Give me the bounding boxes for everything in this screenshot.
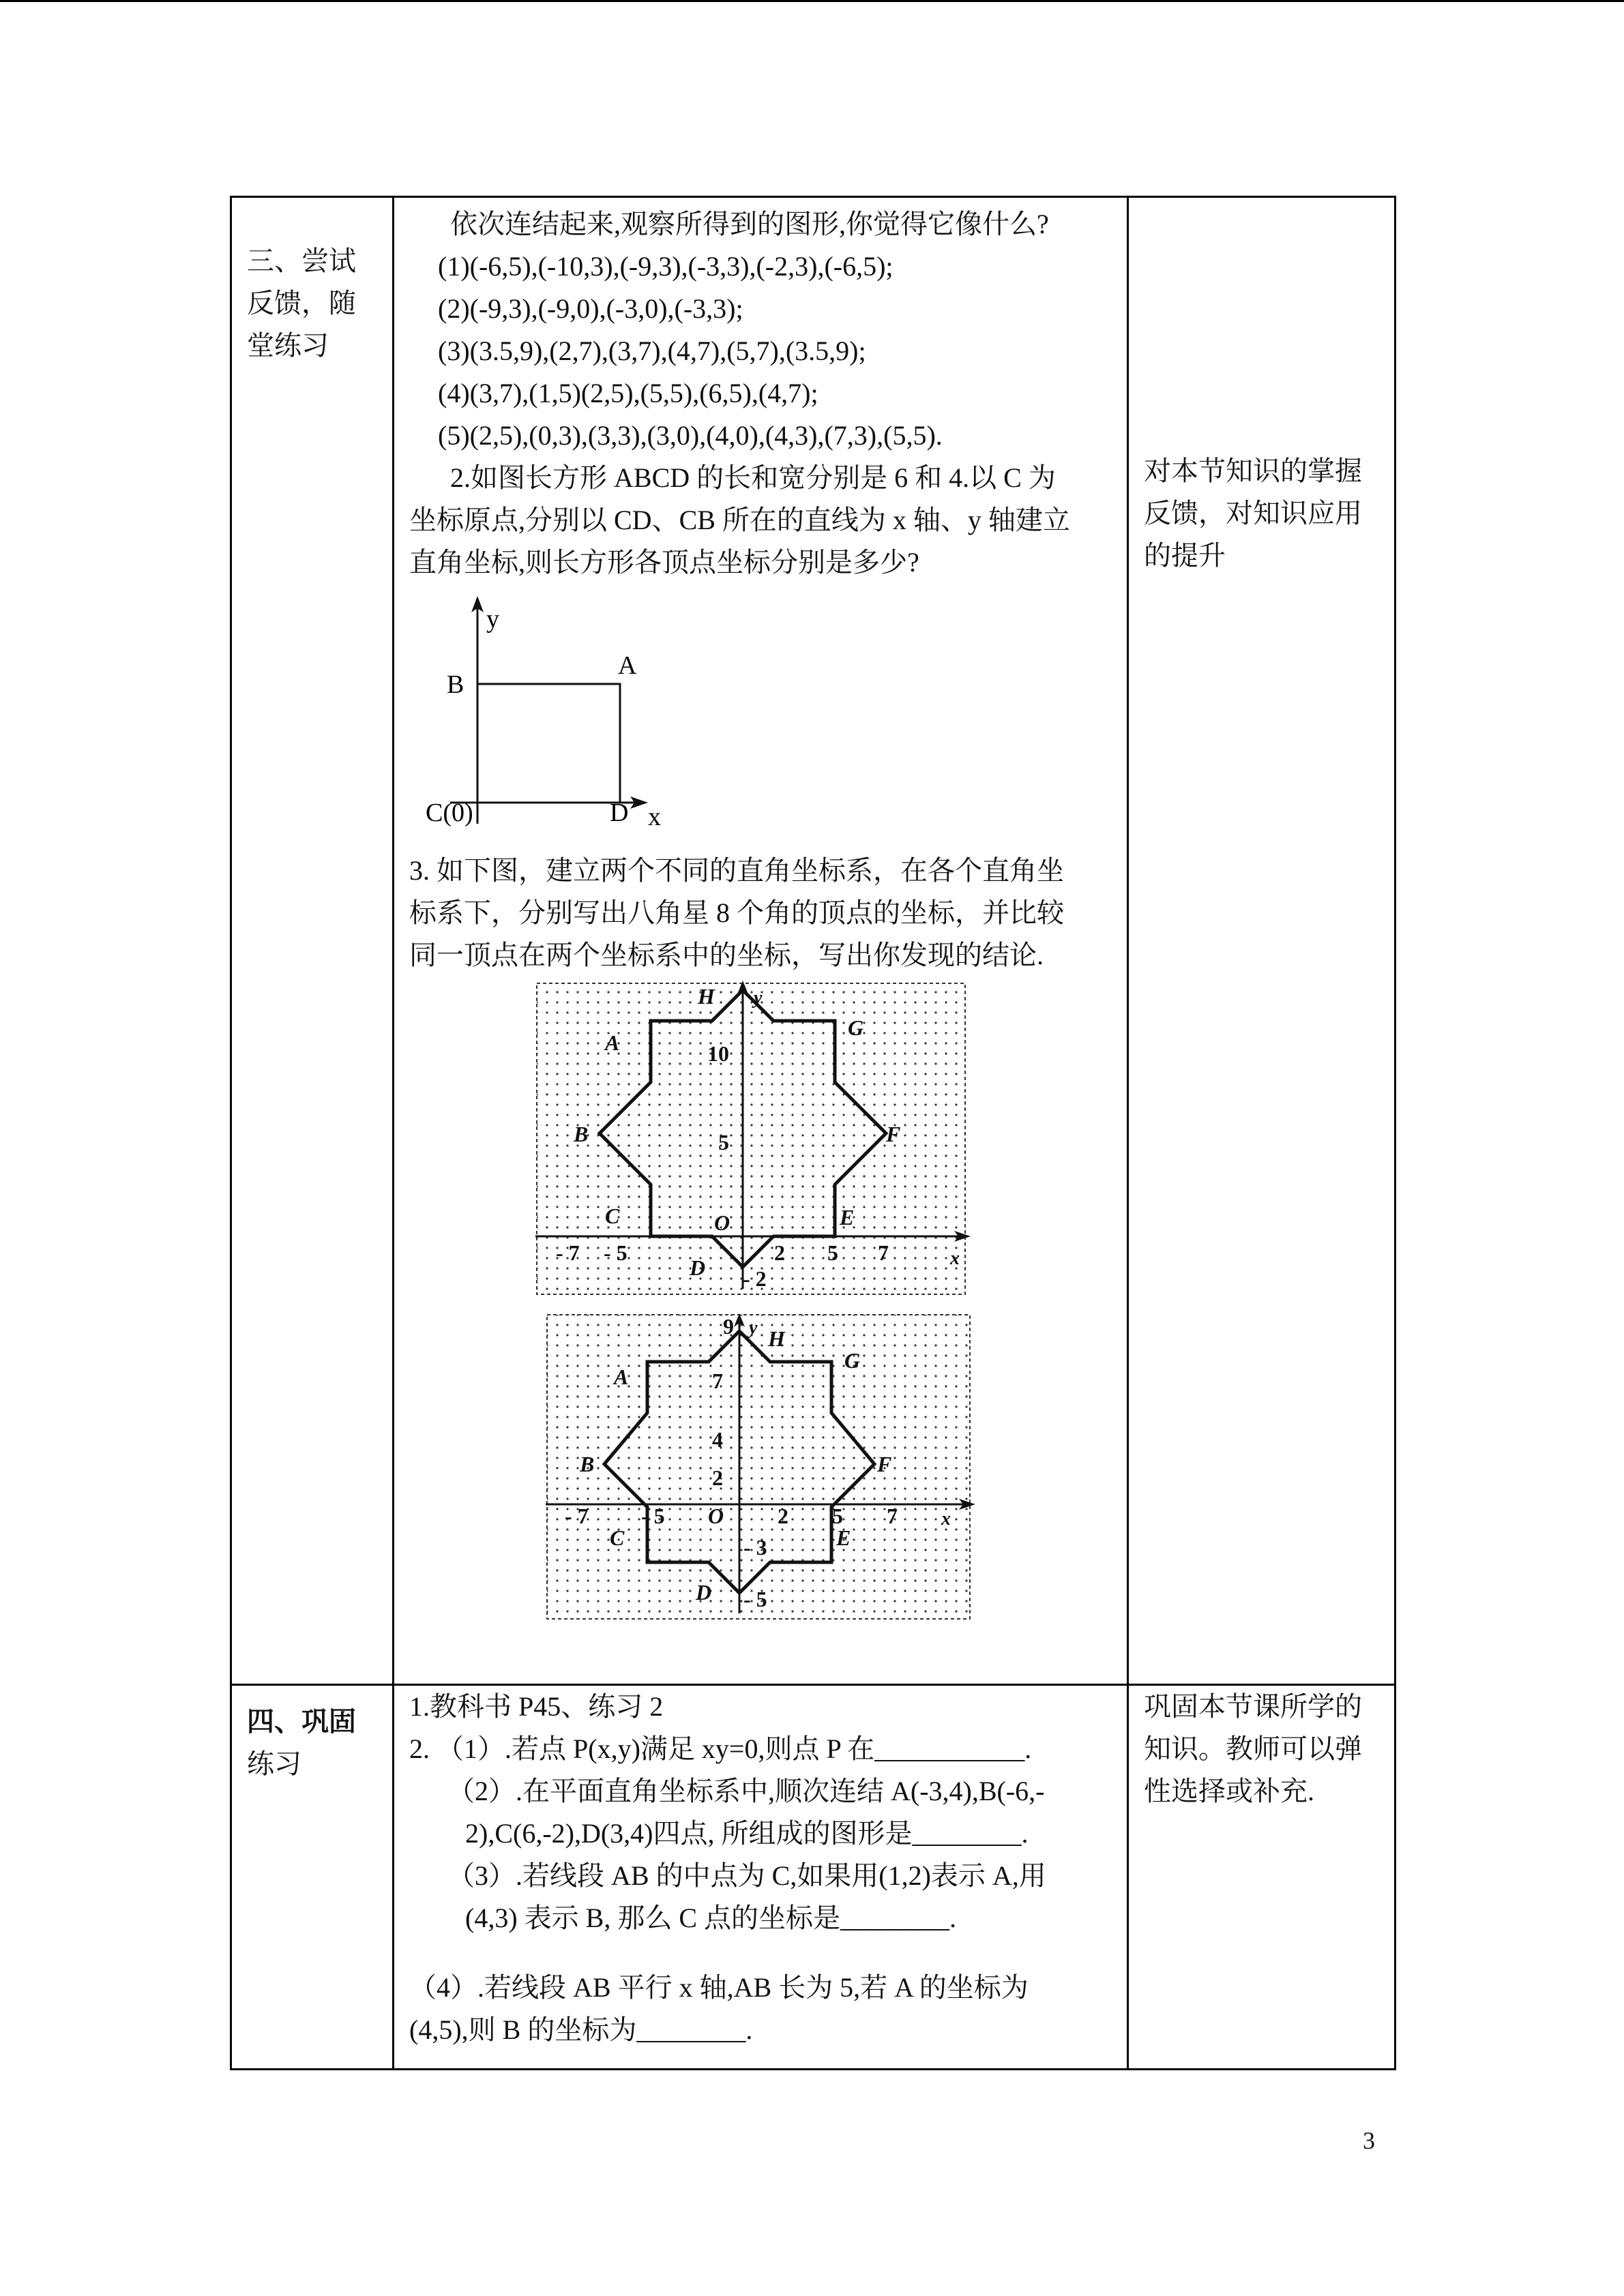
section4-title-line: 四、巩固 — [247, 1706, 356, 1737]
grid2-axis-y: y — [749, 1317, 758, 1339]
grid2-vertex-d: D — [696, 1580, 712, 1605]
grid1-vertex-f: F — [886, 1122, 901, 1146]
grid2-neg-label: - 3 — [743, 1535, 767, 1560]
grid2-vertex-h: H — [768, 1326, 785, 1351]
q3-text: 同一顶点在两个坐标系中的坐标，写出你发现的结论. — [409, 940, 1044, 970]
ex-item1: 1.教科书 P45、练习 2 — [409, 1691, 664, 1722]
grid1-origin-o: O — [714, 1210, 730, 1235]
ex-q2-1: 2. （1）.若点 P(x,y)满足 xy=0,则点 P 在___________. — [409, 1733, 1032, 1764]
grid1-vertex-d: D — [690, 1255, 706, 1280]
grid1-vertex-e: E — [840, 1205, 855, 1229]
grid2-xtick: - 5 — [641, 1504, 665, 1528]
grid2-vertex-c: C — [610, 1525, 625, 1550]
grid2-xtick: 7 — [887, 1504, 898, 1528]
section3-note — [1128, 197, 1396, 1685]
q1-group: (1)(-6,5),(-10,3),(-9,3),(-3,3),(-2,3),(-6,5); — [438, 251, 894, 282]
star-grid-1 — [535, 981, 972, 1301]
note-line: 对本节知识的掌握 — [1144, 456, 1362, 486]
note-line: 反馈，对知识应用 — [1144, 498, 1362, 528]
section4-row — [231, 1685, 1396, 2070]
grid1-xtick: 2 — [774, 1240, 785, 1265]
section4-content — [394, 1685, 1128, 2070]
grid1-xtick: - 7 — [556, 1240, 580, 1265]
section3-title-line: 反馈，随 — [247, 288, 356, 318]
grid1-ytick: 5 — [718, 1130, 729, 1154]
q2-text: 2.如图长方形 ABCD 的长和宽分别是 6 和 4.以 C 为 — [450, 462, 1056, 493]
ex-q2-2: 2),C(6,-2),D(3,4)四点, 所组成的图形是________. — [465, 1818, 1029, 1849]
ex-q2-3: （3）.若线段 AB 的中点为 C,如果用(1,2)表示 A,用 — [447, 1860, 1046, 1891]
section3-row — [231, 197, 1396, 1685]
note-line: 性选择或补充. — [1144, 1776, 1314, 1806]
ex-q2-4: （4）.若线段 AB 平行 x 轴,AB 长为 5,若 A 的坐标为 — [409, 1972, 1029, 2003]
grid1-ytick: 10 — [707, 1041, 729, 1066]
grid2-vertex-e: E — [836, 1525, 851, 1550]
grid2-xtick: - 7 — [565, 1504, 589, 1528]
q2-text: 直角坐标,则长方形各顶点坐标分别是多少? — [409, 547, 919, 578]
section4-note — [1128, 1685, 1396, 2070]
section3-title-line: 堂练习 — [247, 330, 329, 361]
grid2-neg-label: - 5 — [743, 1587, 767, 1611]
grid2-origin-o: O — [708, 1504, 724, 1528]
q1-group: (3)(3.5,9),(2,7),(3,7),(4,7),(5,7),(3.5,9); — [438, 336, 866, 366]
grid2-vertex-f: F — [877, 1452, 892, 1476]
q1-group: (4)(3,7),(1,5)(2,5),(5,5),(6,5),(4,7); — [438, 378, 818, 408]
note-line: 知识。教师可以弹 — [1144, 1733, 1362, 1764]
grid2-ytick: 4 — [712, 1427, 723, 1452]
grid1-axis-y: y — [754, 987, 763, 1009]
q1-intro: 依次连结起来,观察所得到的图形,你觉得它像什么? — [450, 209, 1049, 239]
rect-label-x: x — [648, 803, 661, 831]
grid2-ytick: 2 — [712, 1465, 723, 1490]
grid1-vertex-c: C — [605, 1204, 620, 1228]
grid1-xtick: 7 — [878, 1240, 889, 1265]
grid2-ytick: 7 — [712, 1369, 723, 1393]
q2-text: 坐标原点,分别以 CD、CB 所在的直线为 x 轴、y 轴建立 — [409, 505, 1070, 535]
q1-group: (5)(2,5),(0,3),(3,3),(3,0),(4,0),(4,3),(7,3),(5,5). — [438, 420, 943, 451]
rect-label-y: y — [486, 605, 499, 633]
grid2-axis-x: x — [941, 1508, 951, 1530]
rectangle-figure — [416, 592, 757, 837]
lesson-table — [230, 196, 1396, 2070]
star-grid-2 — [546, 1313, 982, 1627]
grid1-vertex-g: G — [848, 1015, 864, 1040]
grid1-xtick: 5 — [827, 1240, 838, 1265]
section3-content — [394, 197, 1128, 1685]
section3-title — [231, 197, 394, 1685]
ex-q2-2: （2）.在平面直角坐标系中,顺次连结 A(-3,4),B(-6,- — [447, 1776, 1045, 1806]
ex-q2-4: (4,5),则 B 的坐标为________. — [409, 2014, 753, 2045]
ex-q2-3: (4,3) 表示 B, 那么 C 点的坐标是________. — [465, 1903, 956, 1933]
grid2-vertex-b: B — [580, 1452, 595, 1476]
note-line: 的提升 — [1144, 540, 1226, 571]
q3-text: 3. 如下图，建立两个不同的直角坐标系，在各个直角坐 — [409, 855, 1064, 886]
section3-title-line: 三、尝试 — [247, 245, 356, 276]
grid1-neg-label: - 2 — [743, 1266, 767, 1291]
grid2-xtick: 5 — [832, 1504, 843, 1528]
section4-title — [231, 1685, 394, 2070]
rect-label-d: D — [610, 799, 629, 827]
grid2-ytick: 9 — [723, 1314, 734, 1339]
rect-label-a: A — [618, 651, 637, 680]
grid2-vertex-a: A — [614, 1365, 629, 1389]
rect-label-c: C(0) — [426, 799, 473, 827]
grid1-vertex-b: B — [574, 1122, 589, 1146]
rect-label-b: B — [447, 670, 464, 699]
note-line: 巩固本节课所学的 — [1144, 1691, 1362, 1722]
page-number: 3 — [1363, 2127, 1375, 2154]
grid1-xtick: - 5 — [604, 1240, 628, 1265]
grid1-vertex-h: H — [698, 984, 715, 1009]
q1-group: (2)(-9,3),(-9,0),(-3,0),(-3,3); — [438, 293, 743, 324]
top-border-line — [0, 0, 1624, 2]
grid2-vertex-g: G — [844, 1348, 861, 1373]
grid1-vertex-a: A — [605, 1030, 620, 1055]
grid1-axis-x: x — [950, 1248, 960, 1269]
grid2-xtick: 2 — [778, 1504, 788, 1528]
section4-title-line: 练习 — [247, 1748, 301, 1779]
q3-text: 标系下，分别写出八角星 8 个角的顶点的坐标，并比较 — [409, 897, 1064, 928]
